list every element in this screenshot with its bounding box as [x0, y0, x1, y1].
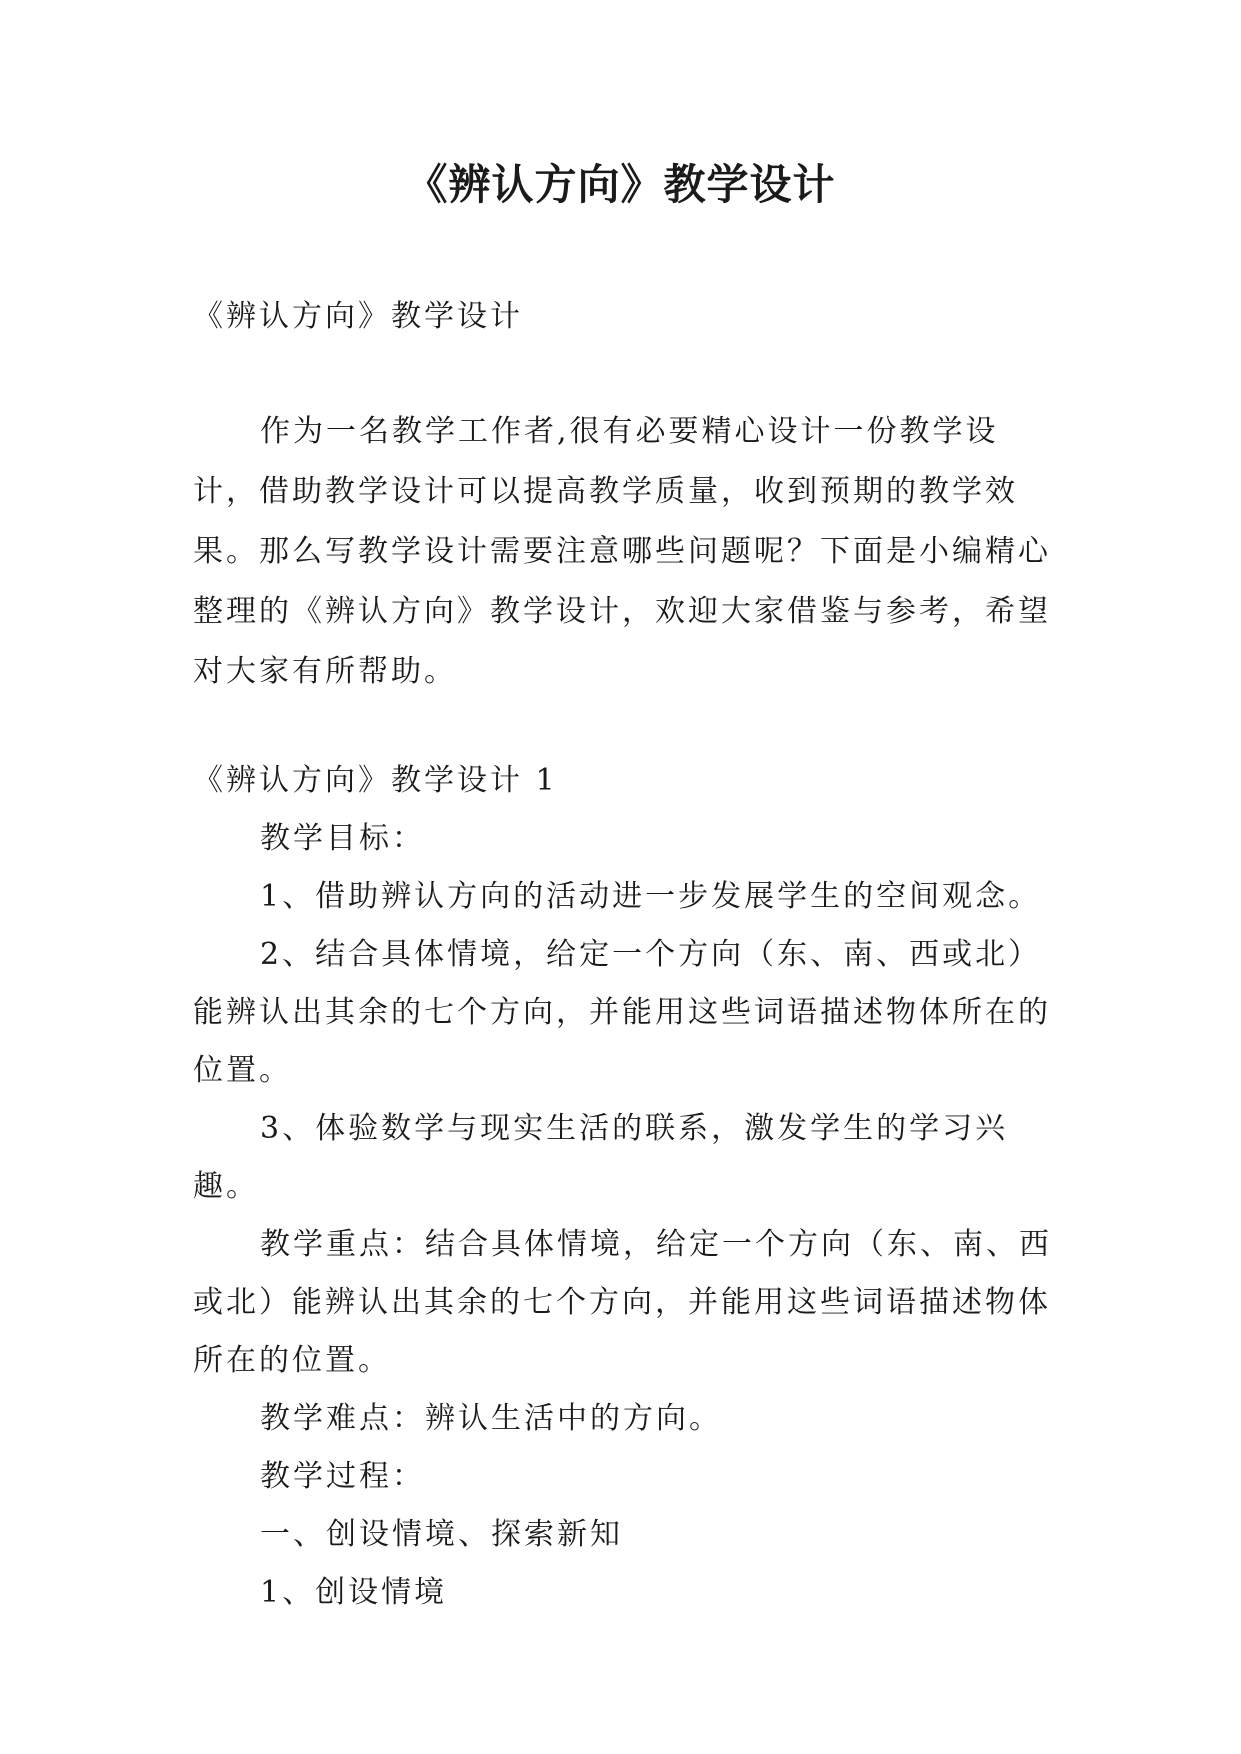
- paragraph-teaching-goals: 教学目标：: [260, 821, 425, 856]
- paragraph-key-point: 教学重点：结合具体情境，给定一个方向（东、南、西或北）能辨认出其余的七个方向，并能用这些词语描述物体所在的位置。: [193, 1227, 1052, 1378]
- section-title: 《辨认方向》教学设计 1: [193, 763, 558, 798]
- paragraph-difficulty: 教学难点：辨认生活中的方向。: [260, 1401, 722, 1436]
- document-title: 《辨认方向》教学设计: [405, 160, 836, 209]
- paragraph-goal-3: 3、体验数学与现实生活的联系，激发学生的学习兴趣。: [193, 1111, 1009, 1204]
- paragraph-step-1: 一、创设情境、探索新知: [260, 1517, 623, 1552]
- section-1: [193, 752, 1063, 1622]
- intro-paragraph: 作为一名教学工作者,很有必要精心设计一份教学设计，借助教学设计可以提高教学质量，收到预期的教学效果。那么写教学设计需要注意哪些问题呢？下面是小编精心整理的《辨认方向》教学设计，欢迎大家借鉴与参考，希望对大家有所帮助。: [193, 414, 1051, 689]
- document-subtitle: 《辨认方向》教学设计: [193, 299, 523, 334]
- paragraph-step-1-1: 1、创设情境: [260, 1575, 448, 1610]
- paragraph-process: 教学过程：: [260, 1459, 425, 1494]
- paragraph-goal-1: 1、借助辨认方向的活动进一步发展学生的空间观念。: [260, 879, 1042, 914]
- paragraph-goal-2: 2、结合具体情境，给定一个方向（东、南、西或北）能辨认出其余的七个方向，并能用这些词语描述物体所在的位置。: [193, 937, 1051, 1088]
